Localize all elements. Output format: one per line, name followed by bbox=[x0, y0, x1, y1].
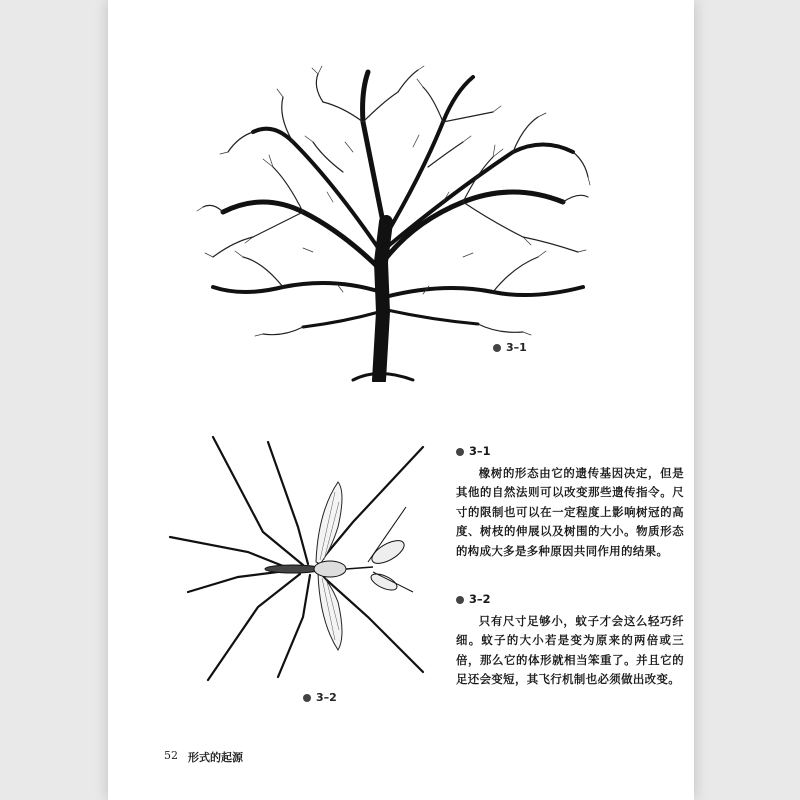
figure-label-text: 3–1 bbox=[506, 341, 527, 354]
bullet-icon bbox=[456, 448, 464, 456]
book-title: 形式的起源 bbox=[188, 751, 243, 764]
book-page bbox=[108, 0, 694, 800]
bullet-icon bbox=[456, 596, 464, 604]
page-number: 52 bbox=[164, 749, 178, 762]
caption-section-3-2 bbox=[456, 590, 684, 690]
figure-label-mosquito bbox=[303, 691, 337, 704]
section-label-text: 3–2 bbox=[469, 592, 491, 606]
figure-label-text: 3–2 bbox=[316, 691, 337, 704]
section-label bbox=[456, 590, 684, 610]
section-label-text: 3–1 bbox=[469, 444, 491, 458]
page-footer bbox=[164, 749, 243, 765]
section-label bbox=[456, 442, 684, 462]
section-paragraph: 橡树的形态由它的遗传基因决定，但是其他的自然法则可以改变那些遗传指令。尺寸的限制也可以在一定程度上影响树冠的高度、树枝的伸展以及树围的大小。物质形态的构成大多是多种原因共同作用的结果。 bbox=[456, 465, 684, 558]
section-paragraph: 只有尺寸足够小，蚊子才会这么轻巧纤细。蚊子的大小若是变为原来的两倍或三倍，那么它的体形就相当笨重了。并且它的足还会变短，其飞行机制也必须做出改变。 bbox=[456, 613, 684, 687]
figure-label-tree bbox=[493, 341, 527, 354]
caption-section-3-1 bbox=[456, 442, 684, 562]
bullet-icon bbox=[303, 694, 311, 702]
mosquito-illustration bbox=[168, 432, 428, 682]
bullet-icon bbox=[493, 344, 501, 352]
oak-tree-illustration bbox=[193, 62, 593, 382]
